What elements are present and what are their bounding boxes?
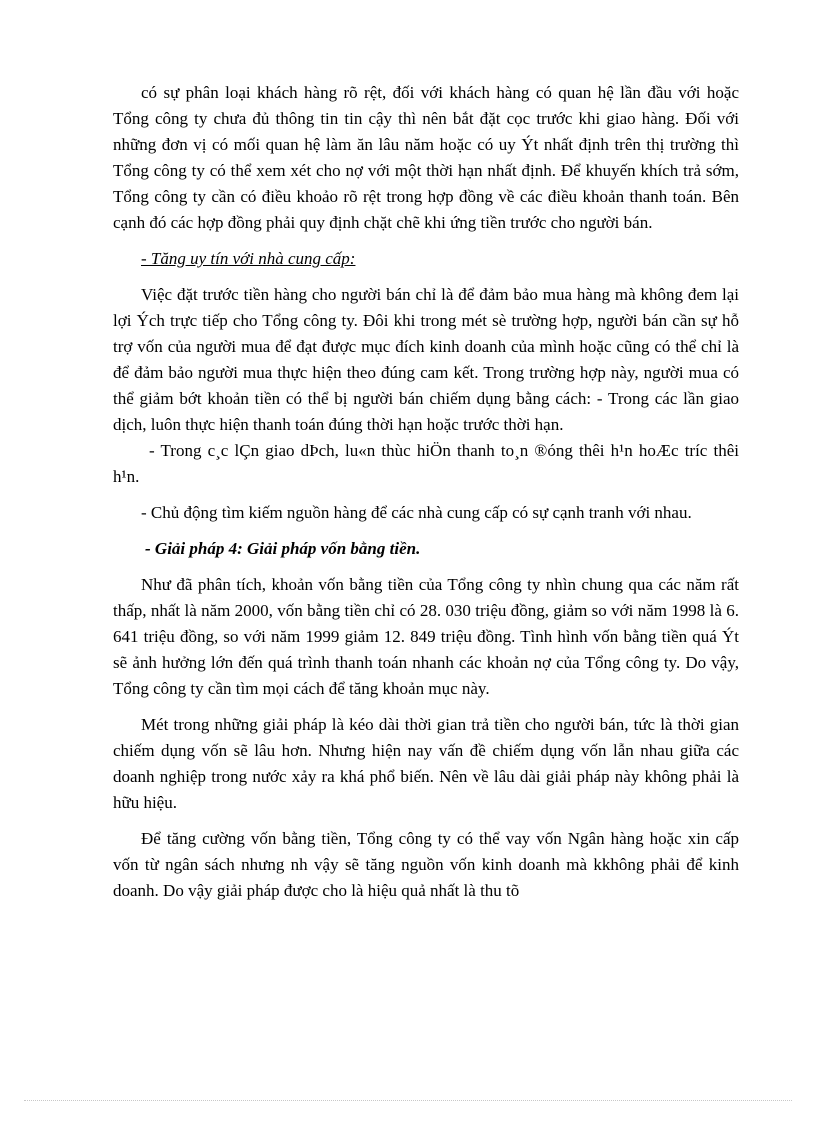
paragraph-advance-payment: Việc đặt trước tiền hàng cho người bán chỉ là để đảm bảo mua hàng mà không đem lại lợi Ých trực tiếp cho Tổng công ty. Đôi khi trong mét sè trường hợp, người bán cần sự hỗ trợ vốn của người mua để đạt được mục đích kinh doanh của mình hoặc cũng có thể chỉ là để đảm bảo người mua thực hiện theo đúng cam kết. Trong trường hợp này, người mua có thể giảm bớt khoản tiền có thể bị người bán chiếm dụng bằng cách: - Trong các lần giao dịch, luôn thực hiện thanh toán đúng thời hạn hoặc trước thời hạn. (113, 285, 739, 434)
document-body (113, 80, 739, 904)
subheading-supplier-reputation: - Tăng uy tín với nhà cung cấp: (141, 249, 356, 268)
paragraph-extend-payment: Mét trong những giải pháp là kéo dài thời gian trả tiền cho người bán, tức là thời gian chiếm dụng vốn sẽ lâu hơn. Nhưng hiện nay vấn đề chiếm dụng vốn lẫn nhau giữa các doanh nghiệp trong nước xảy ra khá phổ biến. Nên về lâu dài giải pháp này không phải là hữu hiệu. (113, 715, 739, 812)
paragraph-customer-classification: có sự phân loại khách hàng rõ rệt, đối với khách hàng có quan hệ lần đầu với hoặc Tổng công ty chưa đủ thông tin tin cậy thì nên bắt đặt cọc trước khi giao hàng. Đối với những đơn vị có mối quan hệ làm ăn lâu năm hoặc có uy Ýt nhất định trên thị trường thì Tổng công ty có thể xem xét cho nợ với một thời hạn nhất định. Để khuyến khích trả sớm, Tổng công ty cần có điều khoảo rõ rệt trong hợp đồng về các điều khoản thanh toán. Bên cạnh đó các hợp đồng phải quy định chặt chẽ khi ứng tiền trước cho người bán. (113, 83, 739, 232)
paragraph-cash-analysis: Như đã phân tích, khoản vốn bằng tiền của Tổng công ty nhìn chung qua các năm rất thấp, nhất là năm 2000, vốn bằng tiền chỉ có 28. 030 triệu đồng, giảm so với năm 1998 là 6. 641 triệu đồng, so với năm 1999 giảm 12. 849 triệu đồng. Tình hình vốn bằng tiền quá Ýt sẽ ảnh hưởng lớn đến quá trình thanh toán nhanh các khoản nợ của Tổng công ty. Do vậy, Tổng công ty cần tìm mọi cách để tăng khoản mục này. (113, 575, 739, 698)
subheading-solution-4: - Giải pháp 4: Giải pháp vốn bằng tiền. (145, 539, 421, 558)
page-bottom-divider (24, 1100, 792, 1101)
paragraph-legacy-encoded: - Trong c¸c lÇn giao dÞch, lu«n thùc hiÖn thanh to¸n ®óng thêi h¹n hoÆc tríc thêi h¹n. (113, 441, 739, 486)
paragraph-supplier-competition: - Chủ động tìm kiếm nguồn hàng để các nhà cung cấp có sự cạnh tranh với nhau. (141, 503, 692, 522)
paragraph-increase-cash: Để tăng cường vốn bằng tiền, Tổng công ty có thể vay vốn Ngân hàng hoặc xin cấp vốn từ ngân sách nhưng nh vậy sẽ tăng nguồn vốn kinh doanh mà kkhông phải để kinh doanh. Do vậy giải pháp được cho là hiệu quả nhất là thu tõ (113, 829, 739, 900)
